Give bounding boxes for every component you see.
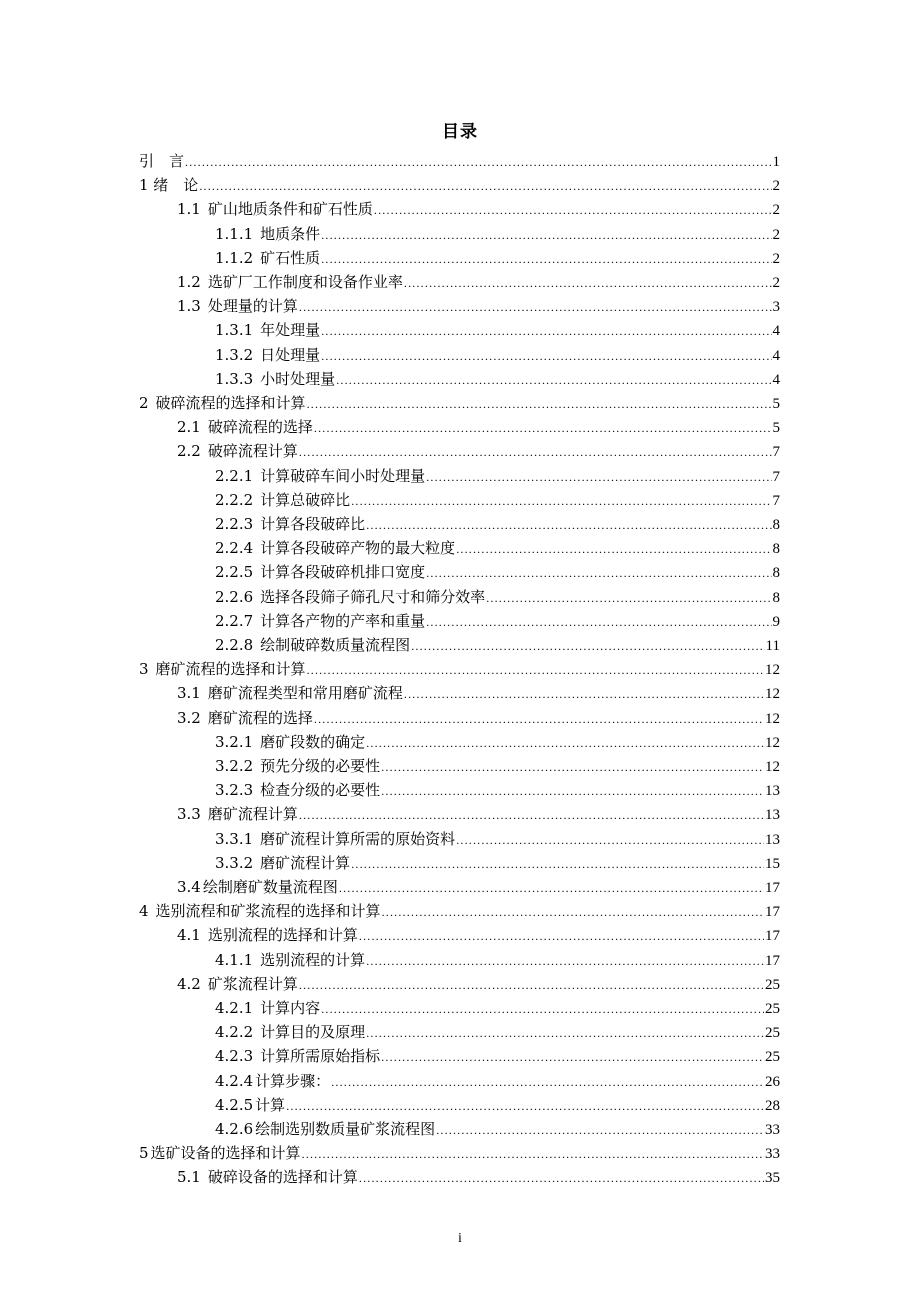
toc-entry-title: 绘制破碎数质量流程图 [260,636,411,654]
toc-entry-title: 绘制选别数质量矿浆流程图 [255,1120,436,1138]
toc-entry-number: 1.1.2 [215,249,254,267]
toc-entry-title: 破碎流程的选择 [207,418,313,436]
toc-entry-title: 计算各段破碎机排口宽度 [260,563,426,581]
toc-entry-title: 破碎流程计算 [207,442,298,460]
toc-entry-page: 7 [772,493,780,509]
toc-entry-title: 计算各段破碎产物的最大粒度 [260,539,456,557]
toc-entry-page: 7 [772,469,780,485]
dot-leader [359,1166,764,1190]
toc-entry-number: 3.2.2 [215,757,254,775]
toc-entry-page: 5 [772,396,780,412]
dot-leader [366,1021,764,1045]
dot-leader [366,513,771,537]
toc-entry-title: 预先分级的必要性 [260,757,381,775]
toc-entry-page: 15 [765,856,780,872]
dot-leader [426,465,771,489]
toc-entry-number: 3.2.3 [215,781,254,799]
toc-entry[interactable] [215,343,780,367]
toc-entry[interactable] [177,415,780,439]
toc-entry-number: 3 [139,660,149,678]
toc-entry-number: 4.2.1 [215,999,254,1017]
dot-leader [426,561,771,585]
dot-leader [351,852,764,876]
toc-entry-title: 选别流程的计算 [260,951,366,969]
toc-entry-title: 计算各产物的产率和重量 [260,612,426,630]
toc-entry-number: 2 [139,394,149,412]
toc-entry-number: 3.3.1 [215,830,254,848]
page-number: i [458,1231,462,1246]
toc-entry-number: 3.1 [177,684,201,702]
toc-entry[interactable] [215,996,780,1020]
toc-entry-number: 3.3 [177,805,201,823]
toc-entry[interactable] [215,1093,780,1117]
dot-leader [321,319,771,343]
toc-entry[interactable] [215,318,780,342]
toc-entry-page: 12 [765,662,780,678]
dot-leader [321,997,764,1021]
toc-entry-number: 1.1 [177,200,201,218]
dot-leader [321,344,771,368]
toc-entry[interactable] [177,706,780,730]
toc-entry[interactable] [215,246,780,270]
toc-entry-number: 4.1 [177,926,201,944]
toc-entry-title: 破碎设备的选择和计算 [207,1168,358,1186]
toc-entry-page: 17 [765,880,780,896]
dot-leader [366,949,764,973]
toc-entry-number: 4 [139,902,149,920]
toc-entry[interactable] [177,1165,780,1189]
toc-entry-page: 5 [772,420,780,436]
dot-leader [351,489,771,513]
toc-entry-title: 检查分级的必要性 [260,781,381,799]
toc-entry-number: 2.2.4 [215,539,254,557]
toc-entry[interactable] [177,197,780,221]
toc-entry-title: 矿山地质条件和矿石性质 [207,200,373,218]
toc-entry-title: 计算内容 [260,999,321,1017]
toc-entry[interactable] [215,1117,780,1141]
toc-entry-page: 25 [765,1001,780,1017]
toc-entry[interactable] [177,923,780,947]
dot-leader [185,150,771,174]
toc-entry-title: 选别流程和矿浆流程的选择和计算 [155,902,381,920]
toc-entry[interactable] [215,633,780,657]
toc-entry-page: 12 [765,735,780,751]
toc-entry-title: 矿浆流程计算 [207,975,298,993]
toc-entry-number: 2.2.2 [215,491,254,509]
dot-leader [374,198,772,222]
toc-entry-title: 破碎流程的选择和计算 [155,394,306,412]
toc-entry-title: 磨矿流程计算 [207,805,298,823]
dot-leader [299,973,764,997]
toc-entry[interactable] [215,585,780,609]
toc-entry-page: 2 [772,202,780,218]
dot-leader [307,392,772,416]
dot-leader [359,924,764,948]
toc-entry[interactable] [139,149,780,173]
toc-entry[interactable] [215,827,780,851]
dot-leader [321,223,771,247]
dot-leader [299,440,772,464]
dot-leader [339,876,764,900]
toc-entry-page: 17 [765,904,780,920]
toc-entry-page: 11 [765,638,780,654]
toc-entry-number: 4.2.5 [215,1096,254,1114]
toc-entry[interactable] [139,391,780,415]
toc-entry-number: 4.1.1 [215,951,254,969]
toc-entry-number: 5 [139,1144,149,1162]
toc-entry-title: 绘制磨矿数量流程图 [202,878,338,896]
toc-entry-page: 4 [772,323,780,339]
dot-leader [307,658,764,682]
toc-entry-page: 8 [772,590,780,606]
toc-entry[interactable] [215,464,780,488]
toc-entry-title: 年处理量 [260,321,321,339]
toc-entry-page: 12 [765,711,780,727]
toc-entry-page: 7 [772,444,780,460]
toc-entry[interactable] [215,512,780,536]
toc-entry-page: 12 [765,759,780,775]
toc-entry-title: 计算所需原始指标 [260,1047,381,1065]
toc-entry-number: 3.3.2 [215,854,254,872]
dot-leader [382,900,764,924]
toc-entry[interactable] [215,1020,780,1044]
toc-entry-page: 25 [765,1049,780,1065]
toc-entry-title: 计算各段破碎比 [260,515,366,533]
toc-entry-title: 计算破碎车间小时处理量 [260,467,426,485]
toc-entry-page: 2 [772,178,780,194]
toc-entry-number: 2.2.7 [215,612,254,630]
toc-entry-number: 1 绪 论 [139,176,199,194]
toc-entry-page: 4 [772,348,780,364]
toc-entry-page: 12 [765,686,780,702]
toc-entry-number: 2.2.5 [215,563,254,581]
toc-entry-number: 4.2.4 [215,1072,254,1090]
toc-entry[interactable] [177,681,780,705]
toc-entry-number: 2.2.8 [215,636,254,654]
toc-entry-page: 17 [765,953,780,969]
dot-leader [199,174,771,198]
toc-entry-page: 33 [765,1122,780,1138]
toc-entry[interactable] [215,222,780,246]
toc-entry[interactable] [177,294,780,318]
toc-entry-title: 计算步骤： [255,1072,331,1090]
toc-entry[interactable] [215,367,780,391]
dot-leader [321,247,771,271]
toc-entry[interactable] [215,754,780,778]
toc-entry-page: 2 [772,251,780,267]
dot-leader [336,368,771,392]
toc-entry-number: 1.1.1 [215,225,254,243]
toc-entry-number: 1.3.2 [215,346,254,364]
dot-leader [411,634,764,658]
dot-leader [404,271,772,295]
toc-entry[interactable] [139,899,780,923]
toc-entry-title: 小时处理量 [260,370,336,388]
toc-entry-page: 8 [772,517,780,533]
toc-entry-number: 2.1 [177,418,201,436]
toc-entry-title: 选矿厂工作制度和设备作业率 [207,273,403,291]
toc-entry[interactable] [215,1044,780,1068]
dot-leader [381,1045,764,1069]
toc-entry-title: 选择各段筛子筛孔尺寸和筛分效率 [260,588,486,606]
toc-entry-page: 3 [772,299,780,315]
dot-leader [436,1118,764,1142]
toc-entry[interactable] [215,851,780,875]
toc-entry-page: 4 [772,372,780,388]
dot-leader [381,755,764,779]
toc-entry-page: 2 [772,275,780,291]
dot-leader [426,610,771,634]
toc-entry-title: 磨矿段数的确定 [260,733,366,751]
toc-entry-number: 4.2.6 [215,1120,254,1138]
toc-entry[interactable] [139,173,780,197]
toc-entry-title: 磨矿流程的选择和计算 [155,660,306,678]
dot-leader [456,537,771,561]
toc-entry-title: 磨矿流程计算所需的原始资料 [260,830,456,848]
toc-entry-number: 2.2.1 [215,467,254,485]
toc-entry-number: 3.2.1 [215,733,254,751]
toc-entry[interactable] [177,439,780,463]
toc-entry-number: 4.2 [177,975,201,993]
dot-leader [381,779,764,803]
toc-entry-page: 25 [765,1025,780,1041]
toc-entry[interactable] [177,875,780,899]
toc-entry-number: 5.1 [177,1168,201,1186]
toc-entry[interactable] [215,488,780,512]
toc-entry[interactable] [215,730,780,754]
dot-leader [404,682,764,706]
toc-entry-page: 26 [765,1074,780,1090]
toc-entry[interactable] [215,1069,780,1093]
toc-entry-title: 磨矿流程计算 [260,854,351,872]
toc-entry-title: 矿石性质 [260,249,321,267]
toc-entry-page: 25 [765,977,780,993]
toc-entry-number: 2.2.6 [215,588,254,606]
toc-entry-title: 计算 [255,1096,286,1114]
dot-leader [366,731,764,755]
toc-entry-page: 8 [772,565,780,581]
toc-entry-page: 33 [765,1146,780,1162]
toc-entry-number: 2.2.3 [215,515,254,533]
dot-leader [299,803,764,827]
toc-entry-page: 1 [772,154,780,170]
toc-entry-number: 2.2 [177,442,201,460]
toc-entry-page: 17 [765,928,780,944]
toc-entry[interactable] [177,802,780,826]
toc-entry-title: 选矿设备的选择和计算 [150,1144,301,1162]
toc-entry-page: 28 [765,1098,780,1114]
toc-entry-title: 地质条件 [260,225,321,243]
toc-entry[interactable] [177,270,780,294]
document-title: 目录 [442,122,478,142]
toc-entry-number: 1.3.3 [215,370,254,388]
toc-entry-number: 4.2.3 [215,1047,254,1065]
toc-entry[interactable] [139,1141,780,1165]
toc-entry-page: 8 [772,541,780,557]
toc-entry[interactable] [215,778,780,802]
dot-leader [302,1142,764,1166]
dot-leader [486,586,771,610]
toc-entry[interactable] [215,609,780,633]
toc-entry[interactable] [139,657,780,681]
dot-leader [456,828,764,852]
toc-entry-page: 35 [765,1170,780,1186]
toc-entry-number: 4.2.2 [215,1023,254,1041]
toc-entry-title: 日处理量 [260,346,321,364]
toc-entry-title: 处理量的计算 [207,297,298,315]
toc-entry-page: 13 [765,807,780,823]
dot-leader [331,1070,764,1094]
toc-entry-number: 3.2 [177,709,201,727]
toc-entry[interactable] [177,972,780,996]
toc-entry-title: 磨矿流程类型和常用磨矿流程 [207,684,403,702]
toc-entry[interactable] [215,536,780,560]
dot-leader [299,295,772,319]
toc-entry-number: 1.3 [177,297,201,315]
toc-entry-page: 2 [772,227,780,243]
dot-leader [314,416,772,440]
toc-entry-title: 磨矿流程的选择 [207,709,313,727]
toc-entry-number: 引 言 [139,152,185,170]
toc-entry-page: 13 [765,783,780,799]
dot-leader [314,707,764,731]
toc-entry[interactable] [215,948,780,972]
toc-entry[interactable] [215,560,780,584]
toc-entry-page: 13 [765,832,780,848]
toc-entry-title: 选别流程的选择和计算 [207,926,358,944]
dot-leader [286,1094,764,1118]
toc-entry-number: 1.3.1 [215,321,254,339]
toc-entry-title: 计算目的及原理 [260,1023,366,1041]
toc-entry-number: 3.4 [177,878,201,896]
toc-entry-title: 计算总破碎比 [260,491,351,509]
toc-entry-number: 1.2 [177,273,201,291]
toc-entry-page: 9 [772,614,780,630]
